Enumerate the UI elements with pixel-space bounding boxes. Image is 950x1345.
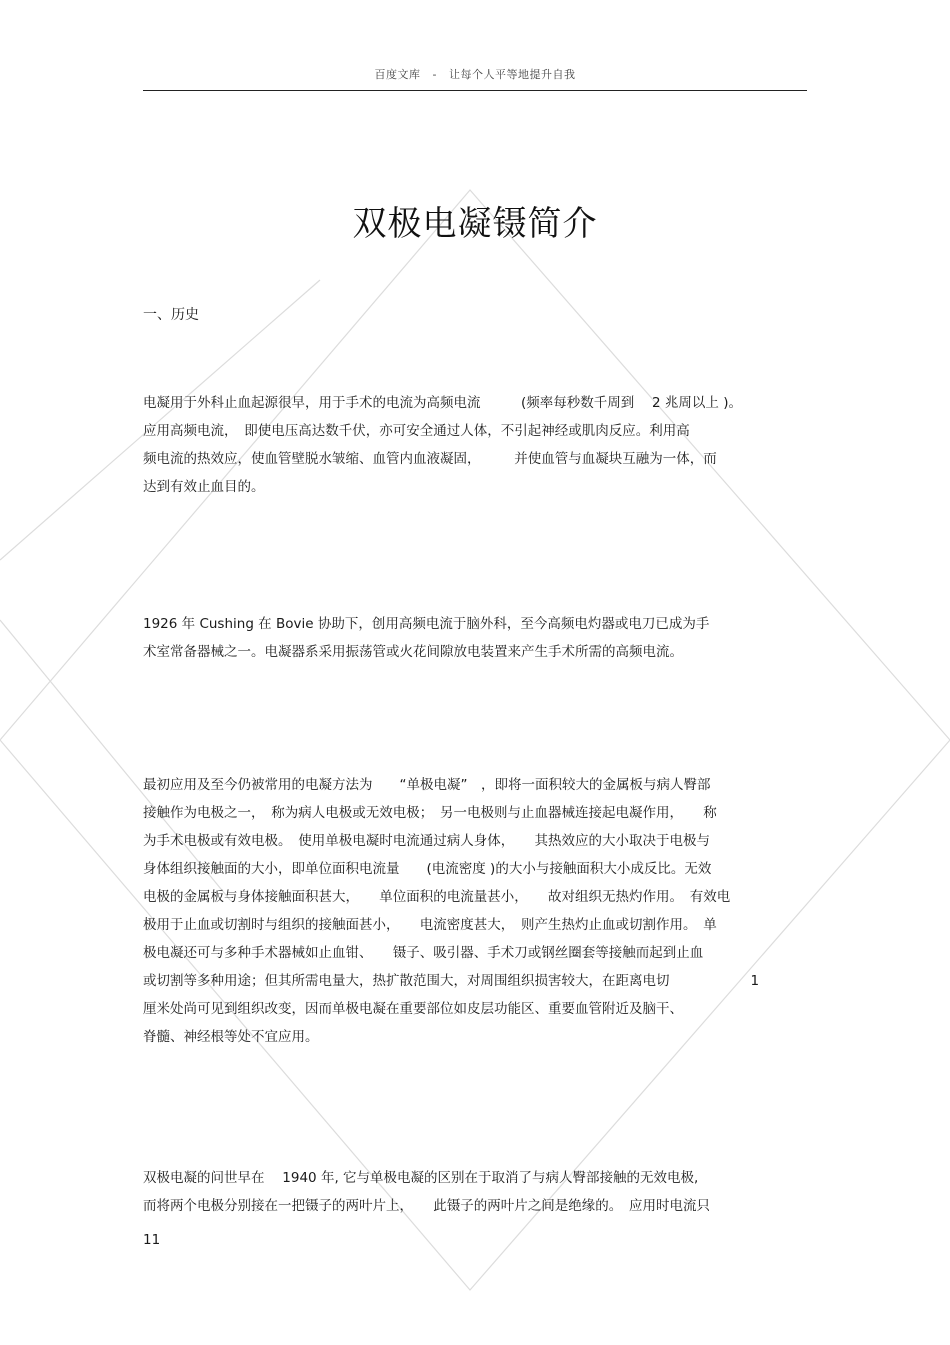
section-heading: 一、历史 xyxy=(143,307,199,323)
paragraph-line: 最初应用及至今仍被常用的电凝方法为 “单极电凝” ，即将一面积较大的金属板与病人臀部 xyxy=(143,777,711,793)
document-title: 双极电凝镊简介 xyxy=(352,204,598,244)
paragraph-line: 1926 年 Cushing 在 Bovie 协助下，创用高频电流于脑外科，至今高频电灼器或电刀已成为手 xyxy=(143,616,710,632)
paragraph-2 xyxy=(143,610,807,666)
header-site: 百度文库 xyxy=(374,68,421,81)
paragraph-1 xyxy=(143,389,807,501)
page-header xyxy=(143,66,807,82)
paragraph-line: 频电流的热效应，使血管壁脱水皱缩、血管内血液凝固， 并使血管与血凝块互融为一体，而 xyxy=(143,451,717,467)
paragraph-line: 极用于止血或切割时与组织的接触面甚小， 电流密度甚大， 则产生热灼止血或切割作用。 单 xyxy=(143,917,717,933)
paragraph-line: 或切割等多种用途；但其所需电量大，热扩散范围大，对周围组织损害较大，在距离电切 1 xyxy=(143,973,760,989)
paragraph-line: 达到有效止血目的。 xyxy=(143,479,265,495)
paragraph-line: 而将两个电极分别接在一把镊子的两叶片上， 此镊子的两叶片之间是绝缘的。 应用时电流只 xyxy=(143,1198,710,1214)
paragraph-line: 脊髓、神经根等处不宜应用。 xyxy=(143,1029,319,1045)
paragraph-line: 极电凝还可与多种手术器械如止血钳、 镊子、吸引器、手术刀或钢丝圈套等接触而起到止血 xyxy=(143,945,704,961)
paragraph-line: 电极的金属板与身体接触面积甚大， 单位面积的电流量甚小， 故对组织无热灼作用。 有效电 xyxy=(143,889,731,905)
paragraph-line: 身体组织接触面的大小，即单位面积电流量 (电流密度 )的大小与接触面积大小成反比。无效 xyxy=(143,861,712,877)
header-separator: - xyxy=(432,68,437,81)
header-slogan: 让每个人平等地提升自我 xyxy=(448,68,576,81)
page-number: 11 xyxy=(143,1232,161,1248)
paragraph-line: 电凝用于外科止血起源很早，用于手术的电流为高频电流 (频率每秒数千周到 2 兆周以上 )。 xyxy=(143,395,742,411)
header-rule xyxy=(143,90,807,91)
paragraph-line: 应用高频电流， 即使电压高达数千伏，亦可安全通过人体，不引起神经或肌肉反应。利用高 xyxy=(143,423,690,439)
paragraph-line: 双极电凝的问世早在 1940 年, 它与单极电凝的区别在于取消了与病人臀部接触的无效电极, xyxy=(143,1170,699,1186)
paragraph-4 xyxy=(143,1164,807,1220)
paragraph-3 xyxy=(143,771,807,1051)
paragraph-line: 接触作为电极之一， 称为病人电极或无效电极； 另一电极则与止血器械连接起电凝作用， 称 xyxy=(143,805,717,821)
paragraph-line: 厘米处尚可见到组织改变，因而单极电凝在重要部位如皮层功能区、重要血管附近及脑干、 xyxy=(143,1001,683,1017)
paragraph-line: 术室常备器械之一。电凝器系采用振荡管或火花间隙放电装置来产生手术所需的高频电流。 xyxy=(143,644,683,660)
paragraph-line: 为手术电极或有效电极。 使用单极电凝时电流通过病人身体， 其热效应的大小取决于电极与 xyxy=(143,833,710,849)
